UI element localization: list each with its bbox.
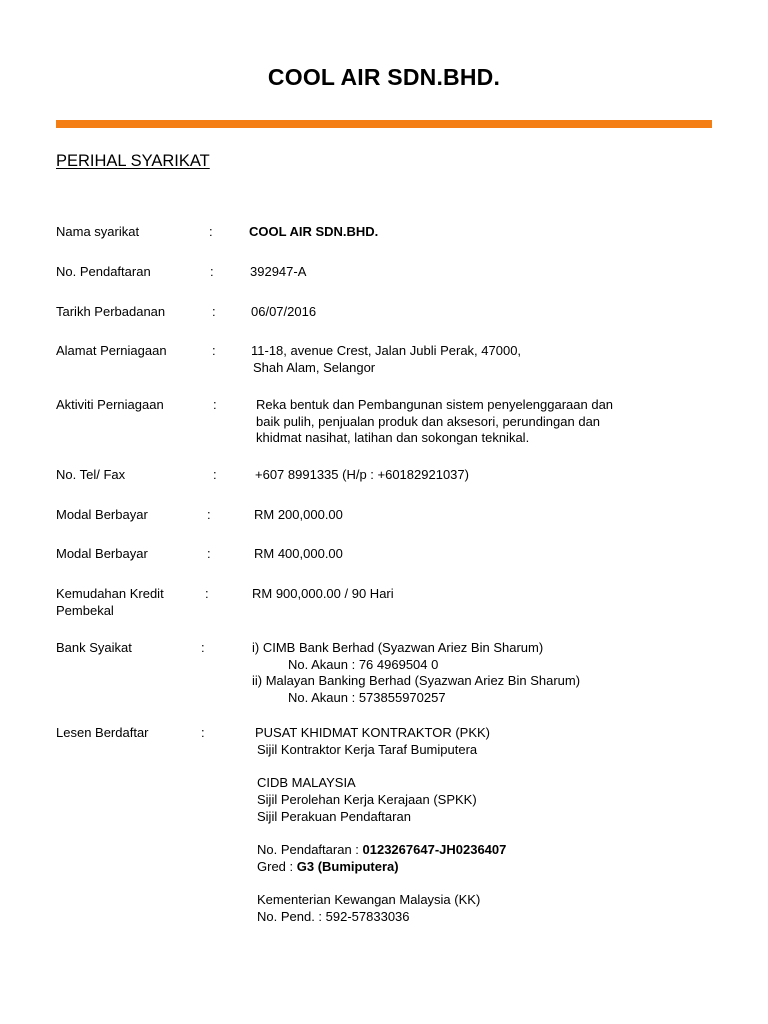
field-value: +607 8991335 (H/p : +60182921037) [255,467,469,482]
activity-line: Reka bentuk dan Pembangunan sistem penyelenggaraan dan [256,397,614,412]
field-value: RM 200,000.00 [254,507,343,522]
colon: : [213,467,217,482]
colon: : [201,640,205,655]
field-label [56,586,204,619]
license-body: CIDB MALAYSIA [257,775,356,791]
label-line: Kemudahan Kredit [56,586,164,601]
license-body: Kementerian Kewangan Malaysia (KK) [257,891,481,907]
field-label: No. Pendaftaran [56,264,151,279]
bank-name: i) CIMB Bank Berhad (Syazwan Ariez Bin Sharum) [252,640,544,655]
grade-label: Gred : [257,858,297,874]
registration-label: No. Pendaftaran : [257,841,363,857]
field-label: Lesen Berdaftar [56,725,149,740]
field-label: Bank Syaikat [56,640,132,655]
colon: : [213,397,217,412]
field-value: COOL AIR SDN.BHD. [249,224,379,239]
field-value: RM 400,000.00 [254,546,343,561]
field-label: Alamat Perniagaan [56,343,167,358]
field-value: 06/07/2016 [251,304,317,319]
colon: : [205,586,209,601]
colon: : [209,224,213,239]
field-value: 392947-A [250,264,307,279]
colon: : [207,507,211,522]
company-title: COOL AIR SDN.BHD. [267,64,501,90]
colon: : [201,725,205,740]
address-line: Shah Alam, Selangor [253,359,376,375]
orange-divider [56,120,712,128]
colon: : [212,343,216,358]
grade-value: G3 (Bumiputera) [296,858,399,874]
registration-value: 0123267647-JH0236407 [362,841,507,857]
license-number: No. Pend. : 592-57833036 [257,908,410,924]
field-value [255,725,695,925]
address-line: 11-18, avenue Crest, Jalan Jubli Perak, 47000, [251,343,522,358]
license-cert: Sijil Perolehan Kerja Kerajaan (SPKK) [257,791,477,807]
colon: : [207,546,211,561]
colon: : [212,304,216,319]
account-number: No. Akaun : 573855970257 [288,690,446,706]
activity-line: baik pulih, penjualan produk dan aksesori, perundingan dan [256,413,601,429]
field-value [252,640,692,707]
field-value [256,397,696,447]
field-label: Modal Berbayar [56,507,148,522]
field-label: Nama syarikat [56,224,140,239]
field-label: No. Tel/ Fax [56,467,126,482]
field-value: RM 900,000.00 / 90 Hari [252,586,394,601]
account-number: No. Akaun : 76 4969504 0 [288,656,439,672]
label-line: Pembekal [56,602,114,618]
grade [255,859,695,876]
field-label: Modal Berbayar [56,546,148,561]
section-heading: PERIHAL SYARIKAT [56,152,210,170]
license-body: PUSAT KHIDMAT KONTRAKTOR (PKK) [255,725,490,740]
field-label: Tarikh Perbadanan [56,304,166,319]
registration-number [255,842,695,859]
activity-line: khidmat nasihat, latihan dan sokongan teknikal. [256,430,530,446]
field-label: Aktiviti Perniagaan [56,397,164,412]
bank-name: ii) Malayan Banking Berhad (Syazwan Ariez Bin Sharum) [252,673,581,689]
license-cert: Sijil Perakuan Pendaftaran [257,808,411,824]
field-value [251,343,691,376]
colon: : [210,264,214,279]
license-cert: Sijil Kontraktor Kerja Taraf Bumiputera [257,741,478,757]
